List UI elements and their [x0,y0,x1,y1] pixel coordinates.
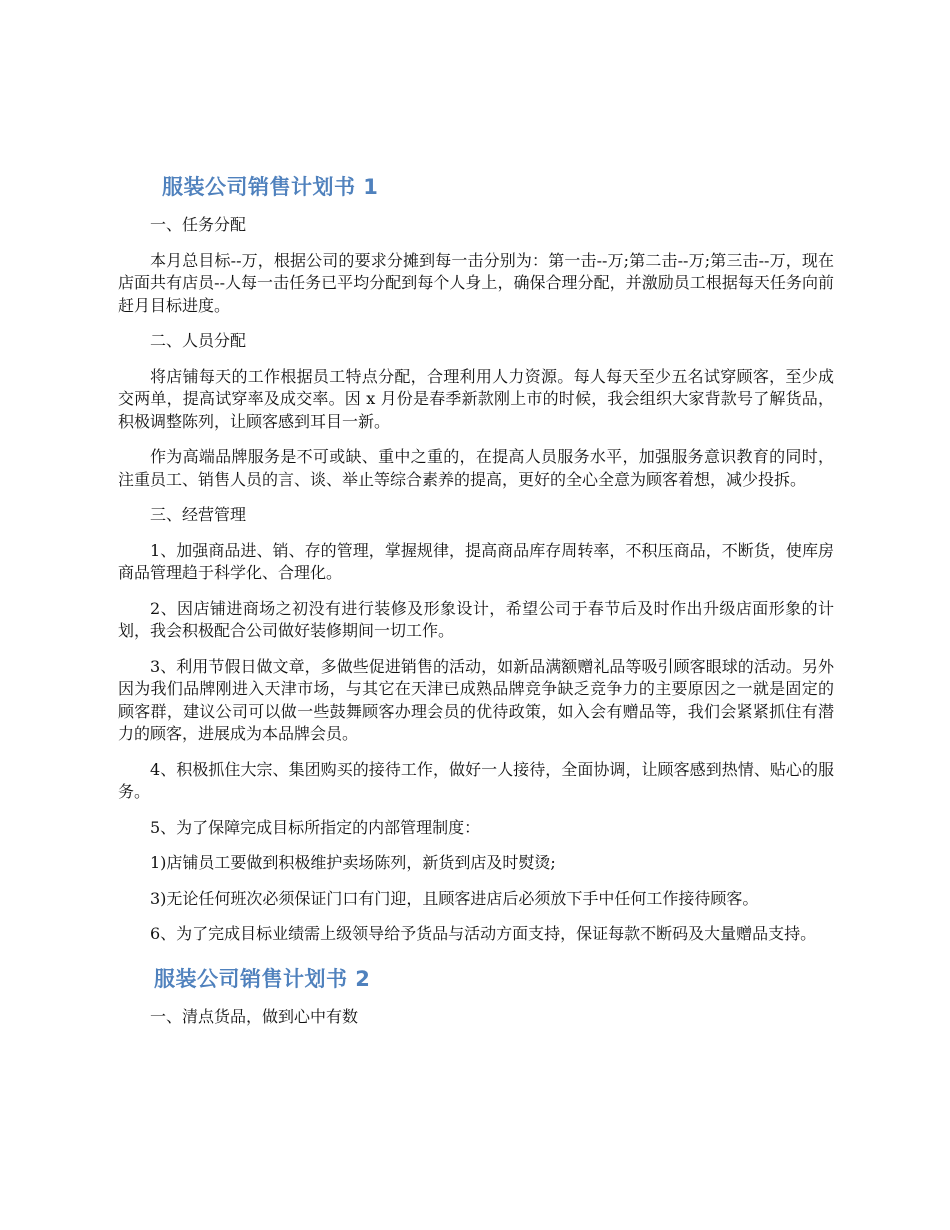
section-heading-operations-management: 三、经营管理 [150,505,247,524]
paragraph-supply-support: 6、为了完成目标业绩需上级领导给予货品与活动方面支持，保证每款不断码及大量赠品支持。 [150,924,817,943]
paragraph-staff-daily-work: 将店铺每天的工作根据员工特点分配，合理利用人力资源。每人每天至少五名试穿顾客，至少成交两单，提高试穿率及成交率。因 x 月份是春季新款刚上市的时候，我会组织大家背款号了解货品，积极调整陈列，让顾客感到耳目一新。 [118,366,834,431]
paragraph-rule-greeter: 3)无论任何班次必须保证门口有门迎，且顾客进店后必须放下手中任何工作接待顾客。 [150,888,759,908]
paragraph-rule-display: 1)店铺员工要做到积极维护卖场陈列，新货到店及时熨烫; [150,853,556,872]
paragraph-service-quality: 作为高端品牌服务是不可或缺、重中之重的，在提高人员服务水平，加强服务意识教育的同时，注重员工、销售人员的言、谈、举止等综合素养的提高，更好的全心全意为顾客着想，减少投拆。 [118,447,834,489]
section-heading-task-allocation: 一、任务分配 [150,215,247,234]
paragraph-group-purchases: 4、积极抓住大宗、集团购买的接待工作，做好一人接待，全面协调，让顾客感到热情、贴心的服务。 [118,759,834,801]
document-body [118,168,834,1041]
section-heading-inventory-check: 一、清点货品，做到心中有数 [150,1006,359,1026]
section-heading-staff-allocation: 二、人员分配 [150,331,247,350]
paragraph-internal-rules-intro: 5、为了保障完成目标所指定的内部管理制度： [150,817,481,837]
document-title-1: 服装公司销售计划书 1 [162,175,379,199]
paragraph-monthly-target: 本月总目标--万，根据公司的要求分摊到每一击分别为：第一击--万;第二击--万;第三击--万，现在店面共有店员--人每一击任务已平均分配到每个人身上，确保合理分配，并激励员工根据每天任务向前赶月目标进度。 [118,250,834,315]
paragraph-inventory-management: 1、加强商品进、销、存的管理，掌握规律，提高商品库存周转率，不积压商品，不断货，使库房商品管理趋于科学化、合理化。 [118,540,834,582]
document-title-2: 服装公司销售计划书 2 [154,966,371,991]
paragraph-holiday-promotions: 3、利用节假日做文章，多做些促进销售的活动，如新品满额赠礼品等吸引顾客眼球的活动。另外因为我们品牌刚进入天津市场，与其它在天津已成熟品牌竞争缺乏竞争力的主要原因之一就是固定的顾客群，建议公司可以做一些鼓舞顾客办理会员的优待政策，如入会有赠品等，我们会紧紧抓住有潜力的顾客，进展成为本品牌会员。 [118,656,834,743]
paragraph-store-renovation: 2、因店铺进商场之初没有进行装修及形象设计，希望公司于春节后及时作出升级店面形象的计划，我会积极配合公司做好装修期间一切工作。 [118,598,834,640]
